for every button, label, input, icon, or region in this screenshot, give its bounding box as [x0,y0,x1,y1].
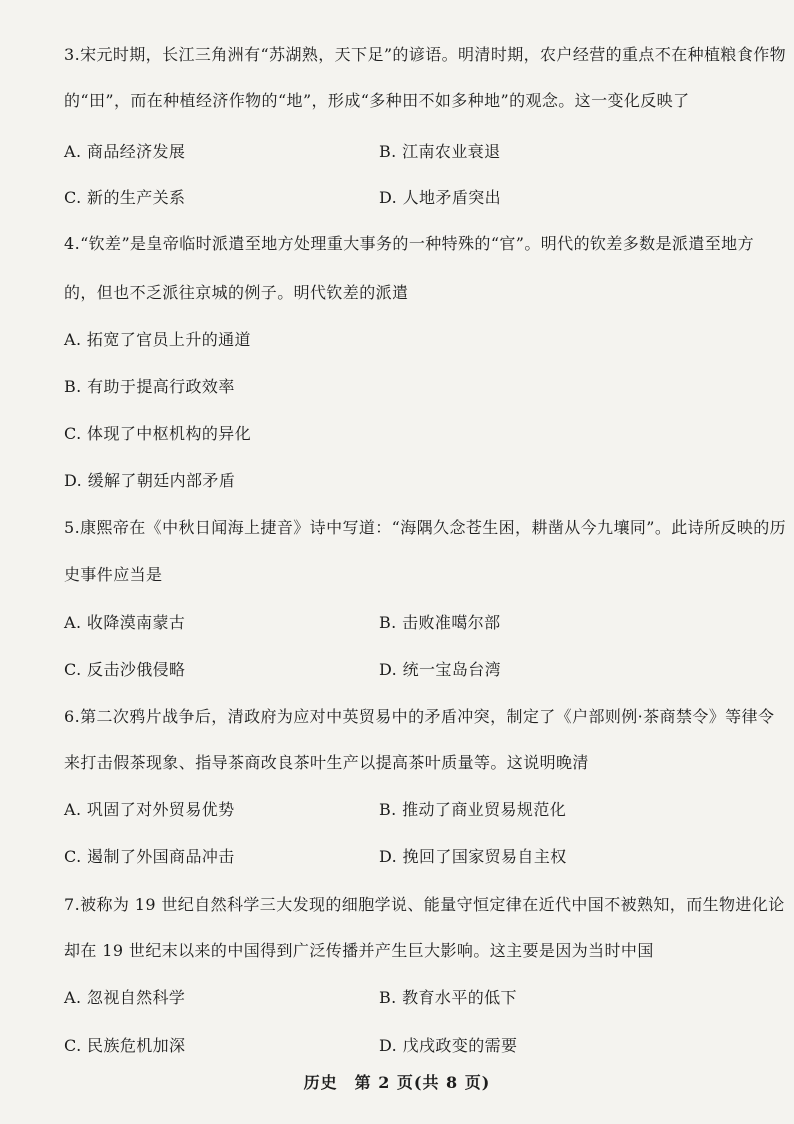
question-5-option-c: C. 反击沙俄侵略 [64,660,186,679]
question-5-line-2: 史事件应当是 [64,565,163,584]
question-4-line-2: 的，但也不乏派往京城的例子。明代钦差的派遣 [64,283,409,302]
question-3-option-c: C. 新的生产关系 [64,188,186,207]
question-6-option-b: B. 推动了商业贸易规范化 [379,800,567,819]
question-6-option-c: C. 遏制了外国商品冲击 [64,847,235,866]
question-7-line-1: 7.被称为 19 世纪自然科学三大发现的细胞学说、能量守恒定律在近代中国不被熟知，而生物进化论 [64,895,785,914]
question-3-line-1: 3.宋元时期，长江三角洲有“苏湖熟，天下足”的谚语。明清时期，农户经营的重点不在种植粮食作物 [64,45,787,64]
question-4-option-a: A. 拓宽了官员上升的通道 [64,330,251,349]
question-3-option-a: A. 商品经济发展 [64,142,186,161]
page-footer: 历史 第 2 页(共 8 页) [303,1073,491,1092]
question-3-option-b: B. 江南农业衰退 [379,142,501,161]
question-4-option-d: D. 缓解了朝廷内部矛盾 [64,471,236,490]
question-7-option-d: D. 戊戌政变的需要 [379,1036,518,1055]
question-5-option-b: B. 击败准噶尔部 [379,613,501,632]
question-7-option-b: B. 教育水平的低下 [379,988,517,1007]
question-6-line-2: 来打击假茶现象、指导茶商改良茶叶生产以提高茶叶质量等。这说明晚清 [64,753,589,772]
question-4-option-c: C. 体现了中枢机构的异化 [64,424,252,443]
question-4-line-1: 4.“钦差”是皇帝临时派遣至地方处理重大事务的一种特殊的“官”。明代的钦差多数是派遣至地方 [64,234,754,253]
question-7-option-a: A. 忽视自然科学 [64,988,186,1007]
question-6-option-a: A. 巩固了对外贸易优势 [64,800,235,819]
question-5-option-d: D. 统一宝岛台湾 [379,660,502,679]
question-7-option-c: C. 民族危机加深 [64,1036,186,1055]
question-5-option-a: A. 收降漠南蒙古 [64,613,186,632]
question-3-option-d: D. 人地矛盾突出 [379,188,502,207]
question-4-option-b: B. 有助于提高行政效率 [64,377,235,396]
question-6-option-d: D. 挽回了国家贸易自主权 [379,847,567,866]
question-6-line-1: 6.第二次鸦片战争后，清政府为应对中英贸易中的矛盾冲突，制定了《户部则例·茶商禁令》等律令 [64,707,775,726]
question-3-line-2: 的“田”，而在种植经济作物的“地”，形成“多种田不如多种地”的观念。这一变化反映了 [64,91,690,110]
question-5-line-1: 5.康熙帝在《中秋日闻海上捷音》诗中写道：“海隅久念苍生困，耕凿从今九壤同”。此诗所反映的历 [64,518,787,537]
question-7-line-2: 却在 19 世纪末以来的中国得到广泛传播并产生巨大影响。这主要是因为当时中国 [64,941,654,960]
